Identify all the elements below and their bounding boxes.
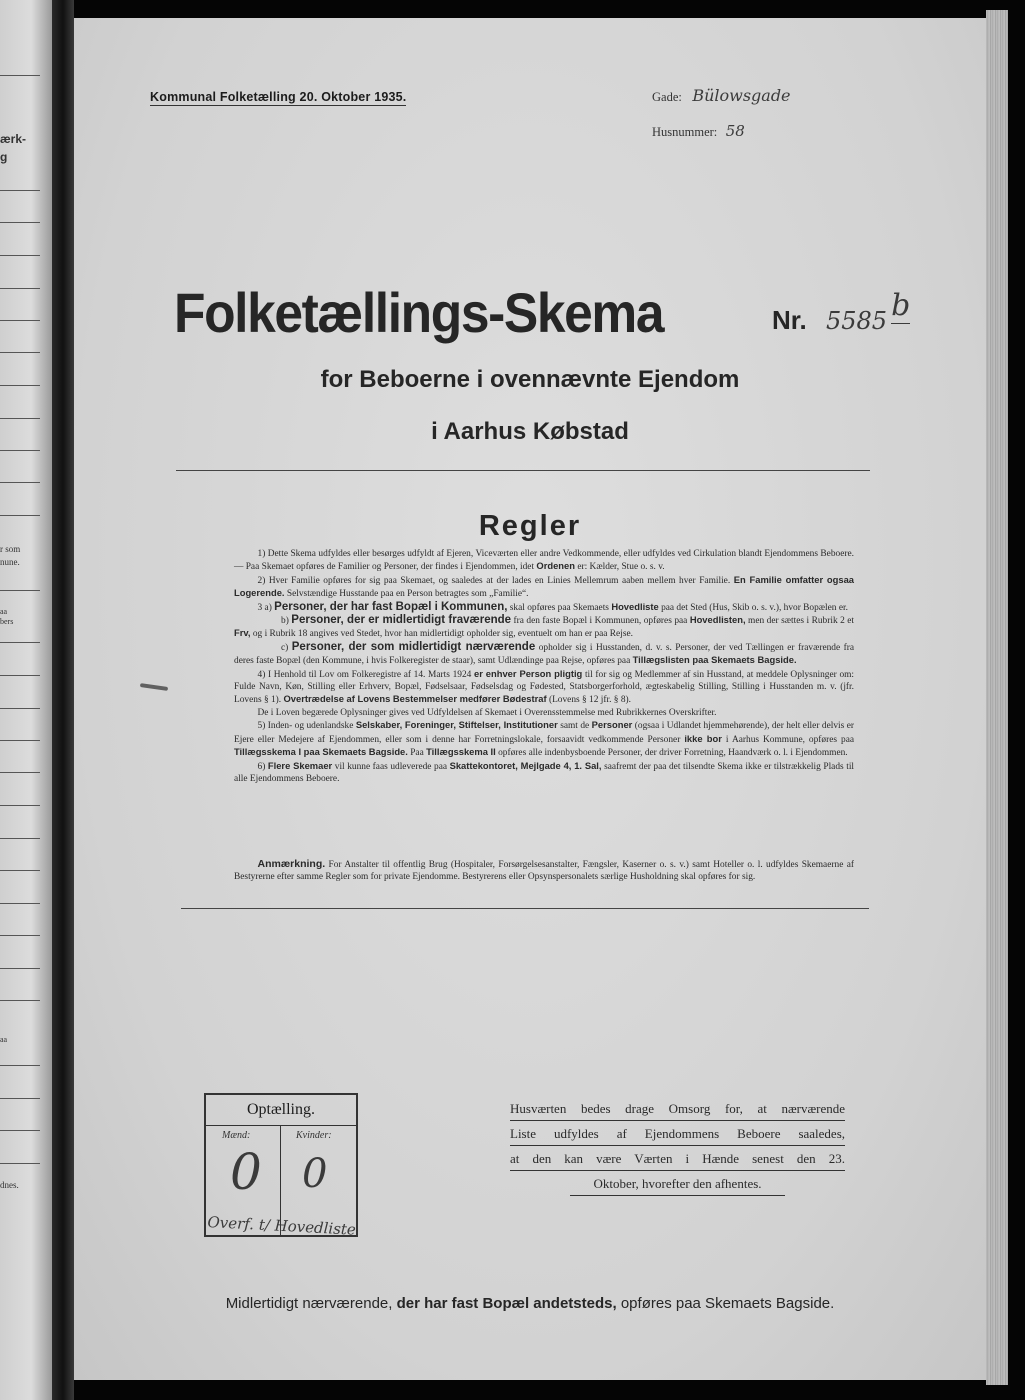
notice-line: Husværten bedes drage Omsorg for, at nærværende — [510, 1098, 845, 1121]
divider — [0, 288, 40, 289]
divider — [0, 1065, 40, 1066]
divider — [0, 870, 40, 871]
street-value: Bülowsgade — [692, 86, 791, 105]
page-stack-edge — [986, 10, 1008, 1385]
divider — [0, 772, 40, 773]
landlord-notice — [510, 1098, 845, 1196]
men-label: Mænd: — [222, 1130, 251, 1141]
ink-smudge — [140, 683, 168, 691]
divider — [0, 450, 40, 451]
divider — [0, 968, 40, 969]
divider — [0, 675, 40, 676]
rule-4-note: De i Loven begærede Oplysninger gives ved Udfyldelsen af Skemaet i Overensstemmelse med Rubrikkernes Overskrifter. — [257, 707, 717, 718]
divider — [0, 1130, 40, 1131]
form-subtitle: for Beboerne i ovennævnte Ejendom — [320, 366, 740, 393]
divider — [0, 708, 40, 709]
count-box-title: Optælling. — [246, 1101, 315, 1118]
form-number-suffix: b — [891, 288, 911, 323]
house-number-field — [652, 122, 745, 141]
notice-line: at den kan være Værten i Hænde senest den 23. — [510, 1148, 845, 1171]
divider — [0, 352, 40, 353]
form-number-label: Nr. — [772, 305, 807, 335]
rule-5: 5) Inden- og udenlandske Selskaber, Foreninger, Stiftelser, Institutioner samt de Personer (ogsaa i Udlandet hjemmehørende), der helt eller delvis er Ejere eller Medejere af Ejendommen, eller som i denne har Forretningslokale, forsaavidt vedkommende Personer ikke bor i Aarhus Kommune, opføres paa Tillægsskema I paa Skemaets Bagside. Paa Tillægsskema II opføres alle indenbysboende Personer, der driver Forretning, Haandværk o. l. i Ejendommen. — [234, 719, 855, 759]
divider — [0, 1098, 40, 1099]
rule-4: 4) I Henhold til Lov om Folkeregistre af 14. Marts 1924 er enhver Person pligtig til for sig og Medlemmer af sin Husstand, at meddele Oplysninger om: Fulde Navn, Køn, Stilling eller Erhverv, Bopæl, Fødselsaar, Fødselsdag og Fødested, Statsborgerforhold, ægteskabelig Stilling, Stilling i Husstanden m. v. (jfr. Lovens § 1). Overtrædelse af Lovens Bestemmelser medfører Bødestraf (Lovens § 12 jfr. § 8). — [234, 667, 855, 706]
divider — [0, 903, 40, 904]
divider — [0, 1000, 40, 1001]
divider — [0, 515, 40, 516]
divider — [0, 385, 40, 386]
notice-line: Liste udfyldes af Ejendommens Beboere saaledes, — [510, 1123, 845, 1146]
divider — [206, 1125, 356, 1126]
women-count: 0 — [302, 1151, 328, 1197]
previous-page-edge — [0, 0, 52, 1400]
house-number-label: Husnummer: — [652, 125, 718, 139]
rules-heading: Regler — [478, 510, 582, 542]
rule-3b: b) Personer, der er midlertidigt fraværende fra den faste Bopæl i Kommunen, opføres paa Hovedlisten, men der sættes i Rubrik 2 et Frv, og i Rubrik 18 angives ved Stedet, hvor han midlertidigt opholder sig, eventuelt om han er paa Rejse. — [234, 614, 855, 640]
transfer-note: Overf. t/ Hovedliste — [207, 1213, 357, 1239]
divider — [0, 190, 40, 191]
divider — [0, 75, 40, 76]
form-title: Folketællings-Skema — [174, 281, 664, 344]
divider — [0, 222, 40, 223]
divider — [0, 590, 40, 591]
fragment-text: nune. — [0, 557, 20, 567]
fragment-text: ærk- — [0, 132, 27, 146]
rule-1: 1) Dette Skema udfyldes eller besørges udfyldt af Ejeren, Viceværten eller andre Vedkommende, eller udfyldes ved Cirkulation blandt Ejendommens Beboere. — Paa Skemaet opføres de Familier og Personer, der findes i Ejendommen, idet Ordenen er: Kælder, Stue o. s. v. — [234, 549, 854, 573]
form-number-value — [826, 288, 911, 337]
men-count: 0 — [230, 1143, 262, 1201]
fragment-text: g — [0, 150, 8, 164]
rule-3c: c) Personer, der som midlertidigt nærværende opholder sig i Husstanden, d. v. s. Personer, der ved Tællingen er fraværende fra deres faste Bopæl (den Kommune, i hvis Folkeregister de staar), samt Udlændinge paa Rejse, opføres paa Tillægslisten paa Skemaets Bagside. — [234, 640, 855, 667]
divider — [0, 805, 40, 806]
rules-text — [234, 548, 854, 785]
divider — [181, 908, 869, 909]
street-field — [652, 86, 791, 106]
divider — [0, 482, 40, 483]
divider — [0, 838, 40, 839]
remark-label: Anmærkning. — [257, 858, 326, 870]
form-location: i Aarhus Købstad — [431, 418, 629, 445]
fragment-text: dnes. — [0, 1180, 19, 1190]
house-number-value: 58 — [725, 122, 745, 140]
divider — [0, 642, 40, 643]
footer-note: Midlertidigt nærværende, der har fast Bopæl andetsteds, opføres paa Skemaets Bagside. — [225, 1295, 835, 1312]
fragment-text: aa — [0, 607, 8, 616]
fragment-text: bers — [0, 617, 14, 626]
divider — [0, 418, 40, 419]
divider — [0, 1163, 40, 1164]
notice-line: Oktober, hvorefter den afhentes. — [570, 1173, 785, 1196]
rule-6: 6) Flere Skemaer vil kunne faas udleverede paa Skattekontoret, Mejlgade 4, 1. Sal, saafremt der paa det tilsendte Skema ikke er tilstrækkelig Plads til alle Ejendommens Beboere. — [234, 759, 855, 784]
rule-3a: 3 a) Personer, der har fast Bopæl i Kommunen, skal opføres paa Skemaets Hovedliste paa det Sted (Hus, Skib o. s. v.), hvor Bopælen er. — [257, 600, 848, 613]
women-label: Kvinder: — [296, 1130, 332, 1141]
census-header: Kommunal Folketælling 20. Oktober 1935. — [150, 90, 407, 104]
remark-text: Anmærkning. For Anstalter til offentlig Brug (Hospitaler, Forsørgelsesanstalter, Fængsler, Kaserner o. s. v.) samt Hoteller o. l. udfyldes Skemaerne af Bestyrerne efter samme Regler som for private Ejendomme. Bestyrerens eller Opsynspersonalets særlige Husholdning skal opføres for sig. — [234, 858, 854, 883]
street-label: Gade: — [652, 90, 682, 104]
divider — [176, 470, 870, 471]
divider — [0, 740, 40, 741]
divider — [0, 935, 40, 936]
book-spine — [52, 0, 74, 1400]
fragment-text: aa — [0, 1035, 8, 1044]
rule-2: 2) Hver Familie opføres for sig paa Skemaet, og saaledes at der lades en Linies Mellemrum aaben mellem hver Familie. En Familie omfatter ogsaa Logerende. Selvstændige Husstande paa en Person betragtes som „Familie“. — [234, 573, 855, 600]
fragment-text: r som — [0, 544, 21, 554]
form-number: 5585 — [826, 307, 888, 335]
census-form-page — [74, 18, 986, 1380]
divider — [0, 320, 40, 321]
divider — [0, 255, 40, 256]
